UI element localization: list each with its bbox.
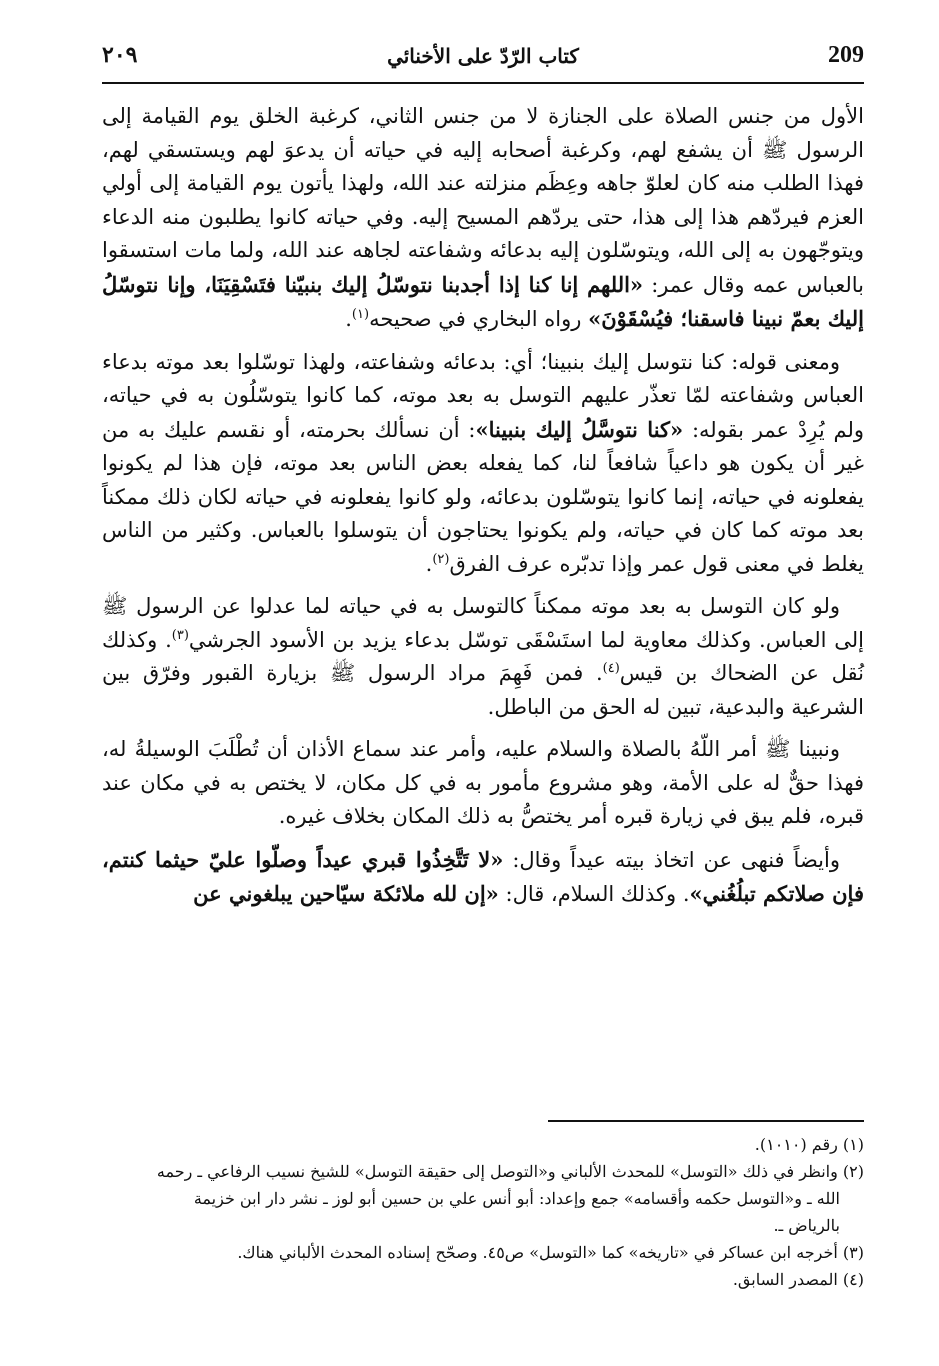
paragraph-3: [102, 590, 864, 724]
page-header: [102, 38, 864, 84]
footnote-separator: [548, 1120, 864, 1122]
paragraph-1-source: رواه البخاري في صحيحه: [369, 307, 589, 331]
hadith-quote-2: «إن لله ملائكة سيّاحين يبلغوني عن: [193, 881, 499, 906]
footnote-2-line-3: بالرياض ـ.: [773, 1216, 840, 1235]
footnotes: [102, 1131, 864, 1293]
footnote-2-line-2: الله ـ و«التوسل حكمه وأقسامه» جمع وإعداد: أبو أنس علي بن حسين أبو لوز ـ نشر دار ابن خزيمة: [193, 1189, 840, 1208]
paragraph-3-text-cont: . وكذلك نُقل عن الضحاك بن قيس: [102, 627, 864, 685]
paragraph-2-text-cont: : أن نسألك بحرمته، أو نقسم عليك به من غير أن يكون هو داعياً شافعاً لنا، كما يفعله بعض الناس بعد موته، فإن هذا لم يكونوا يفعلونه في حياته، إنما كانوا يتوسّلون بدعائه، ولو كانوا يفعلونه في حياته لكان ذلك ممكناً بعد موته كما كان في حياته، ولم يكونوا يحتاجون أن يتوسلوا بالعباس. وكثير من الناس يغلط في معنى قول عمر وإذا تدبّره عرف الفرق: [102, 417, 864, 576]
footnote-4: (٤) المصدر السابق.: [732, 1270, 864, 1289]
footnote-3: (٣) أخرجه ابن عساكر في «تاريخه» كما «التوسل» ص٤٥. وصحّح إسناده المحدث الألباني هناك.: [237, 1243, 864, 1262]
paragraph-1: [102, 100, 864, 337]
paragraph-3-text-end: . فمن فَهِمَ مراد الرسول ﷺ بزيارة القبور وفرّق بين الشرعية والبدعية، تبين له الحق من الباطل.: [102, 661, 864, 719]
footnote-ref-3: (٣): [171, 627, 189, 643]
paragraph-3-text: ولو كان التوسل به بعد موته ممكناً كالتوسل به في حياته لما عدلوا عن الرسول ﷺ إلى العباس. وكذلك معاوية لما استَسْقَى توسّل بدعاء يزيد بن الأسود الجرشي: [102, 594, 865, 652]
main-text: [102, 100, 864, 921]
footnote-ref-2: (٢): [432, 551, 450, 567]
footnote-2: (٢) وانظر في ذلك «التوسل» للمحدث الألباني و«التوصل إلى حقيقة التوسل» للشيخ نسيب الرفاعي ـ رحمه: [156, 1162, 864, 1181]
paragraph-2: [102, 346, 864, 582]
running-title: كتاب الرّدّ على الأخنائي: [387, 44, 579, 68]
hadith-quote-1: «لا تَتَّخِذُوا قبري عيداً وصلّوا عليّ حيثما كنتم، فإن صلاتكم تبلُغُني»: [102, 846, 864, 906]
page-number-latin: 209: [828, 42, 864, 68]
footnote-1: (١) رقم (١٠١٠).: [754, 1135, 864, 1154]
paragraph-5-text-cont: . وكذلك السلام، قال:: [498, 882, 690, 906]
footnote-ref-4: (٤): [602, 661, 620, 676]
paragraph-1-text: الأول من جنس الصلاة على الجنازة لا من جنس الثاني، كرغبة الخلق يوم القيامة إلى الرسول ﷺ أن يشفع لهم، وكرغبة أصحابه إليه في حياته أن يدعوَ لهم ويستسقي لهم، فهذا الطلب منه كان لعلوّ جاهه وعِظَم منزلته عند الله، ولهذا يأتون يوم القيامة إلى أولي العزم فيردّهم هذا إلى هذا، حتى يردّهم المسيح إليه. وفي حياته كانوا يطلبون منه الدعاء ويتوجّهون به إلى الله، ويتوسّلون إليه بدعائه وشفاعته لجاهه عند الله، ولما مات استسقوا بالعباس عمه وقال عمر:: [102, 104, 865, 297]
umar-saying-quote: «كنا نتوسَّلُ إليك بنبينا»: [475, 416, 684, 442]
paragraph-2-text: ومعنى قوله: كنا نتوسل إليك بنبينا؛ أي: بدعائه وشفاعته، ولهذا توسّلوا بعد موته بدعاء العباس وشفاعته لمّا تعذّر عليهم التوسل به بعد موته، كما كانوا يتوسّلُون به في حياته، ولم يُرِدْ عمر بقوله:: [102, 349, 864, 442]
paragraph-4: ونبينا ﷺ أمر اللّهُ بالصلاة والسلام عليه، وأمر عند سماع الأذان أن تُطْلَبَ الوسيلةُ له، فهذا حقٌّ له على الأمة، وهو مشروع مأمور به في كل مكان، لا يختص به في مكان عند قبره، فلم يبق في زيارة قبره أمر يختصُّ به ذلك المكان بخلاف غيره.: [102, 737, 864, 828]
umar-supplication-quote: «اللهم إنا كنا إذا أجدبنا نتوسّلُ إليك بنبيّنا فتَسْقِيَنَا، وإنا نتوسّلُ إليك بعمّ نبينا فاسقنا؛ فيُسْقَوْنَ»: [102, 271, 864, 331]
paragraph-5-text: وأيضاً فنهى عن اتخاذ بيته عيداً وقال:: [503, 847, 840, 872]
paragraph-5: [102, 843, 864, 912]
footnote-ref-1: (١): [351, 307, 370, 322]
page-number-arabic: ٢٠٩: [102, 42, 138, 68]
header-rule: [102, 82, 864, 84]
paragraph-2-end: .: [425, 551, 433, 576]
paragraph-1-end: .: [345, 307, 352, 331]
